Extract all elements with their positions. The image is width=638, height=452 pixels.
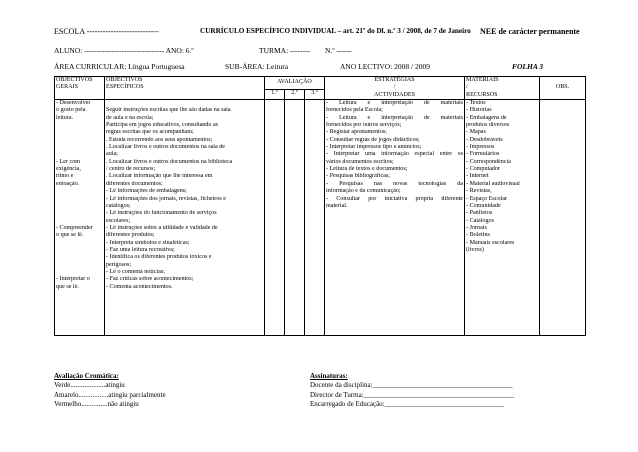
curricular-area: ÁREA CURRICULAR: Língua Portuguesa — [54, 62, 185, 71]
specific-objective-line: . Localizar livros e outros documentos na biblioteca — [106, 158, 233, 165]
document-title: CURRÍCULO ESPECÍFICO INDIVIDUAL – art. 21º do Dl. n.º 3 / 2008, de 7 de Janeiro — [200, 27, 471, 35]
general-objective-line — [56, 137, 103, 144]
material-line: - Correspondência — [466, 158, 511, 165]
specific-objective-line: / centro de recursos; — [106, 166, 156, 173]
general-objective-line — [56, 247, 103, 254]
signatures-block — [310, 372, 514, 410]
sub-area: SUB-ÁREA: Leitura — [225, 62, 289, 71]
strategy-line: - Registar apontamentos; — [326, 129, 387, 136]
general-objective-line — [56, 188, 103, 195]
general-objective-line: o que se lê. — [56, 232, 84, 239]
specific-objective-line — [106, 100, 263, 107]
strategy-line: - Leitura e interpretação de materiais — [326, 114, 464, 121]
material-line: - Embalagens de — [466, 114, 507, 121]
material-line: - Espaço Escolar — [466, 195, 507, 202]
evaluation-legend — [54, 372, 166, 410]
material-line: - Textos — [466, 100, 486, 107]
general-objective-line — [56, 203, 103, 210]
school-year: ANO LECTIVO: 2008 / 2009 — [340, 62, 430, 71]
material-line: - Impressos — [466, 144, 495, 151]
strategy-line: vários documentos escritos; — [326, 158, 394, 165]
general-objective-line: que se lê. — [56, 283, 79, 290]
material-line: - Manuais escolares — [466, 239, 515, 246]
specific-objective-line: . Estuda recorrendo aos seus apontamentos; — [106, 136, 213, 143]
observations-cell — [540, 100, 586, 336]
strategy-line: - Leitura e interpretação de materiais — [326, 100, 464, 107]
material-line: - Comunidade — [466, 202, 501, 209]
material-line: - Material audiovisual — [466, 180, 520, 187]
specific-objective-line: . Localizar informação que lhe interessa em — [106, 173, 213, 180]
material-line: - Panfletos — [466, 210, 493, 217]
header-specific-objectives: OBJECTIVOS ESPECÍFICOS — [105, 77, 265, 100]
general-objective-line: leitura. — [56, 114, 74, 121]
general-objective-line: exigência, — [56, 166, 81, 173]
material-line: produtos diversos — [466, 122, 510, 129]
specific-objective-line: - Comenta acontecimentos. — [106, 283, 173, 290]
general-objective-line — [56, 210, 103, 217]
specific-objective-line: perigosos; — [106, 261, 132, 268]
specific-objective-line: aula; — [106, 151, 118, 158]
header-period-2: 2.º — [285, 90, 305, 100]
material-line: - Revistas, — [466, 188, 492, 195]
school-name: ESCOLA --------------------------- — [54, 27, 159, 36]
nee-label: NEE de carácter permanente — [480, 27, 580, 36]
specific-objective-line: - Interpreta símbolos e sinaléticas; — [106, 239, 190, 246]
header-materials: MATERIAIS / RECURSOS — [465, 77, 540, 100]
legend-red: Vermelho...............não atingiu — [54, 400, 139, 409]
specific-objective-line: - Lê o comentá notícias; — [106, 268, 165, 275]
strategy-line: - Interpretar uma informação especial entre os — [326, 151, 464, 158]
signatures-title: Assinaturas: — [310, 372, 348, 380]
specific-objective-line: . Localizar livros e outros documentos na sala de — [106, 144, 225, 151]
general-objective-line: - Compreender — [56, 224, 93, 231]
strategy-line: - Pesquisas bibliográficas; — [326, 173, 390, 180]
specific-objective-line: - Lê instruções do funcionamento de serviços — [106, 210, 217, 217]
general-objective-line — [56, 262, 103, 269]
material-line: - Histórias — [466, 107, 492, 114]
header-period-1: 1.º — [265, 90, 285, 100]
general-objective-line: - Ler com — [56, 158, 81, 165]
class-field: TURMA: -------- — [259, 46, 311, 55]
strategy-line: - Consultar por iniciativa própria diferente — [326, 195, 464, 202]
specific-objective-line: - Faz uma leitura recreativa; — [106, 246, 175, 253]
general-objective-line — [56, 269, 103, 276]
specific-objective-line: de aula e na escola; — [106, 114, 154, 121]
strategy-line: - Interpretar impressos tipo e anúncios; — [326, 144, 422, 151]
material-line: - Mapas — [466, 129, 486, 136]
legend-green: Verde....................atingiu — [54, 381, 125, 390]
material-line: - Jornais — [466, 224, 487, 231]
general-objective-line — [56, 196, 103, 203]
material-line: - Desdobráveis — [466, 136, 503, 143]
general-objective-line — [56, 129, 103, 136]
strategy-line: fornecidos pela Escola; — [326, 107, 383, 114]
general-objective-line — [56, 151, 103, 158]
material-line: - Internet — [466, 173, 489, 180]
strategy-line: material. — [326, 202, 348, 209]
general-objective-line: - Interpretar o — [56, 276, 90, 283]
signature-guardian: Encarregado de Educação:__________________________________ — [310, 400, 504, 409]
header-period-3: 3.º — [305, 90, 325, 100]
general-objective-line: ritmo e — [56, 173, 74, 180]
general-objective-line: - Desenvolver — [56, 100, 91, 107]
material-line: - Formulários — [466, 151, 500, 158]
evaluation-legend-title: Avaliação Cromática: — [54, 372, 119, 380]
material-line: - Computador — [466, 166, 501, 173]
specific-objective-line: Seguir instruções escritas que lhe são dadas na sala — [106, 107, 231, 114]
signature-class-director: Director de Turma:___________________________________________ — [310, 390, 515, 399]
specific-objective-line: escolares; — [106, 217, 131, 224]
number-field: N.º ------ — [325, 46, 352, 55]
header-evaluation: AVALIAÇÃO — [265, 77, 325, 90]
materials-cell — [465, 100, 540, 336]
header-strategies: ESTRATÉGIAS / ACTIVIDADES — [325, 77, 465, 100]
specific-objectives-cell — [105, 100, 265, 336]
general-objective-line: o gosto pela — [56, 107, 86, 114]
specific-objective-line: diferentes documentos; — [106, 180, 163, 187]
specific-objective-line: catálogos; — [106, 202, 131, 209]
specific-objective-line: - Lê instruções sobre a utilidade e validade de — [106, 224, 218, 231]
evaluation-period-2-cell — [285, 100, 305, 336]
header-general-objectives: OBJECTIVOS GERAIS — [55, 77, 105, 100]
evaluation-period-3-cell — [305, 100, 325, 336]
specific-objective-line: regras escritas que os acompanham; — [106, 129, 194, 136]
student-field: ALUNO: -------------------------------- ANO: 6.º — [54, 46, 194, 55]
strategy-line: informação e da comunicação; — [326, 188, 401, 195]
header-observations: OBS. — [540, 77, 586, 100]
sheet-number: FOLHA 3 — [512, 62, 544, 71]
general-objective-line — [56, 122, 103, 129]
specific-objective-line: - Faz críticas sobre acontecimentos; — [106, 276, 194, 283]
specific-objective-line: Participa em jogos educativos, consultando as — [106, 122, 219, 129]
strategies-cell — [325, 100, 465, 336]
general-objective-line — [56, 218, 103, 225]
general-objective-line: entoação. — [56, 180, 80, 187]
general-objective-line — [56, 254, 103, 261]
specific-objective-line: - Lê informações de embalagens; — [106, 188, 187, 195]
strategy-line: fornecidos por outros serviços; — [326, 122, 402, 129]
general-objective-line — [56, 240, 103, 247]
specific-objective-line: - Lê informações dos jornais, revistas, ficheiros e — [106, 195, 226, 202]
strategy-line: - Leitura de textos e documentos; — [326, 166, 408, 173]
strategy-line: - Pesquisas nas novas tecnologias da — [326, 180, 464, 187]
material-line: (livros) — [466, 246, 484, 253]
general-objectives-cell — [55, 100, 105, 336]
evaluation-period-1-cell — [265, 100, 285, 336]
legend-yellow: Amarelo.................atingiu parcialmente — [54, 390, 166, 399]
curriculum-table — [54, 76, 586, 336]
specific-objective-line: - Identifica os diferentes produtos tóxicos e — [106, 254, 212, 261]
general-objective-line — [56, 144, 103, 151]
material-line: - Catálogos — [466, 217, 494, 224]
specific-objective-line: diferentes produtos; — [106, 232, 155, 239]
strategy-line: - Consultar regras de jogos didácticos; — [326, 136, 420, 143]
material-line: - Boletins — [466, 232, 490, 239]
signature-teacher: Docente da disciplina:________________________________________ — [310, 381, 513, 390]
